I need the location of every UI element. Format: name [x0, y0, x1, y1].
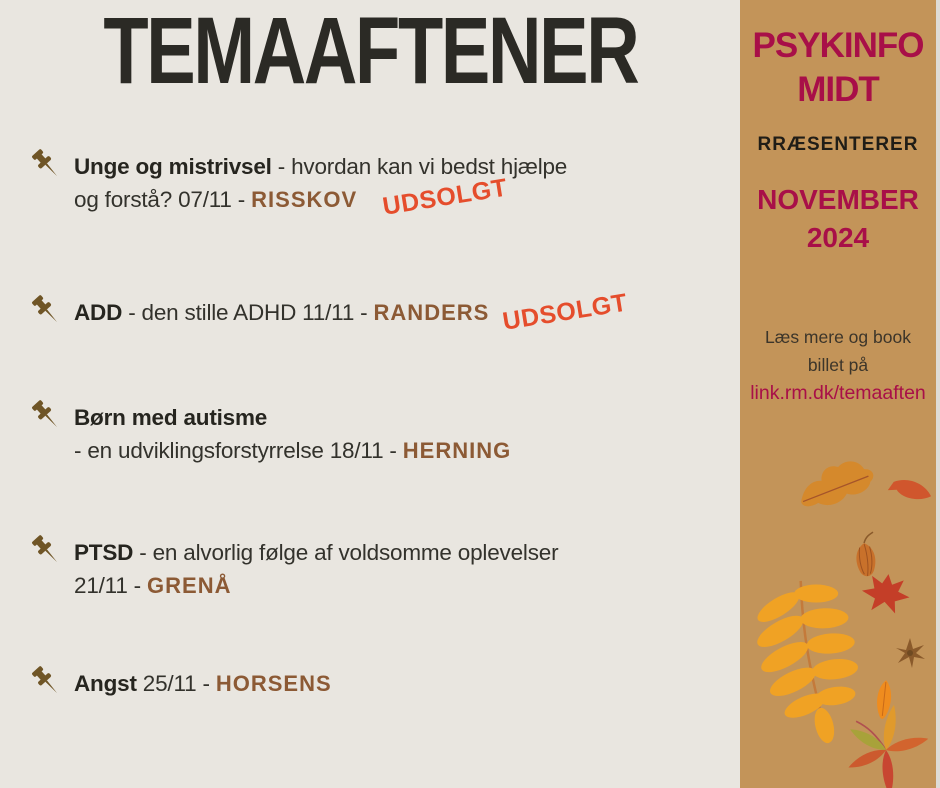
creeper-leaf-icon	[846, 704, 929, 788]
event-text	[74, 536, 558, 602]
event-item	[28, 288, 630, 336]
event-desc: - den stille ADHD 11/11 -	[122, 300, 374, 325]
brand-line2: MIDT	[797, 70, 879, 109]
event-desc: - hvordan kan vi bedst hjælpe	[271, 154, 568, 179]
event-title: Angst	[74, 671, 137, 696]
pushpin-icon	[28, 532, 66, 570]
red-leaf-icon	[888, 473, 934, 507]
cta-line2: billet på	[807, 355, 869, 375]
maple-leaf-icon	[859, 571, 912, 615]
event-location: HERNING	[402, 438, 512, 463]
event-item	[28, 667, 332, 701]
star-anise-icon	[896, 638, 925, 668]
event-item	[28, 536, 558, 602]
event-title: Børn med autisme	[74, 405, 268, 430]
brand-name	[740, 24, 936, 112]
soldout-badge: UDSOLGT	[380, 173, 510, 221]
event-text	[74, 150, 568, 221]
event-location: HORSENS	[215, 671, 332, 696]
event-desc: - en alvorlig følge af voldsomme oplevelser	[133, 540, 559, 565]
event-desc: 25/11 -	[136, 671, 216, 696]
pushpin-icon	[28, 397, 66, 435]
event-location: GRENÅ	[147, 573, 232, 598]
cta-text	[740, 323, 936, 407]
event-location: RISSKOV	[251, 187, 358, 212]
event-desc-line2: og forstå? 07/11 -	[74, 187, 252, 212]
page-title	[0, 0, 740, 104]
brand-line1: PSYKINFO	[752, 26, 924, 65]
oak-leaf-icon	[794, 455, 879, 514]
event-title: ADD	[74, 300, 123, 325]
month-line1: NOVEMBER	[757, 184, 919, 215]
event-desc-line2: - en udviklingsforstyrrelse 18/11 -	[74, 438, 403, 463]
edge-strip	[936, 0, 940, 788]
page-title-text: TEMAAFTENER	[102, 0, 638, 104]
autumn-leaves-decoration	[740, 428, 936, 788]
event-item	[28, 150, 568, 221]
event-title: PTSD	[74, 540, 134, 565]
sidebar	[740, 0, 936, 788]
event-title: Unge og mistrivsel	[74, 154, 272, 179]
month-label	[740, 181, 936, 257]
event-location: RANDERS	[373, 300, 490, 325]
event-item	[28, 401, 511, 467]
event-desc-line2: 21/11 -	[74, 573, 148, 598]
month-line2: 2024	[806, 222, 870, 253]
physalis-icon	[854, 532, 878, 577]
presents-label: RRÆSENTERER	[757, 134, 919, 155]
pushpin-icon	[28, 663, 66, 701]
pushpin-icon	[28, 146, 66, 184]
soldout-badge: UDSOLGT	[501, 288, 630, 336]
cta-line1: Læs mere og book	[765, 327, 911, 347]
event-text	[74, 667, 332, 700]
event-text	[74, 401, 511, 467]
cta-link[interactable]: link.rm.dk/temaaften	[750, 382, 926, 404]
event-text	[74, 288, 630, 336]
rowan-leaf-icon	[741, 571, 879, 755]
pushpin-icon	[28, 292, 66, 330]
